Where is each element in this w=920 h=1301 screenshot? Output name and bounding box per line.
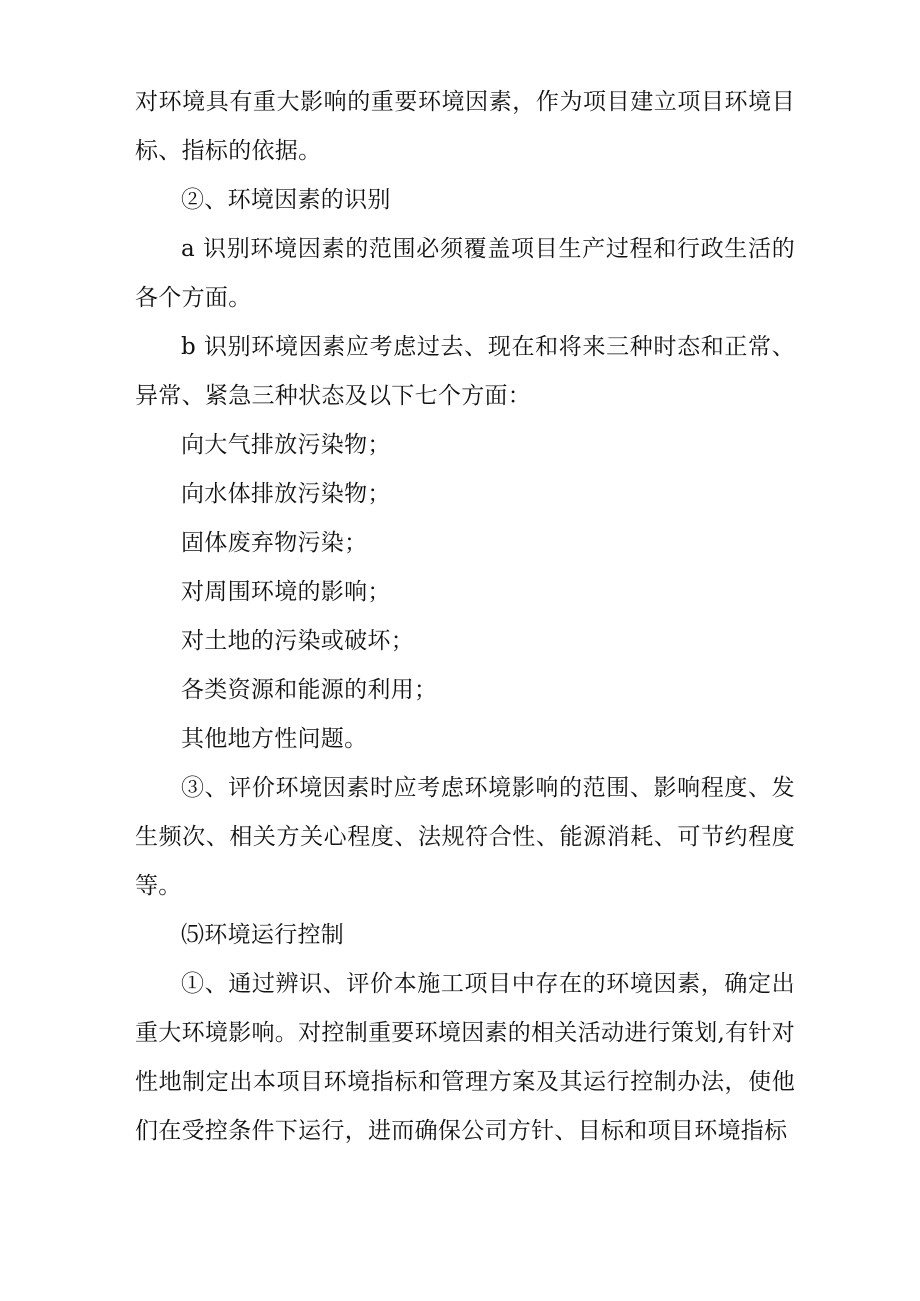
- list-item-resources: 各类资源和能源的利用；: [181, 677, 438, 703]
- heading-identification: ②、环境因素的识别: [181, 187, 391, 213]
- list-item-land: 对土地的污染或破坏；: [181, 628, 414, 654]
- list-item-solid-waste: 固体废弃物污染；: [181, 530, 368, 556]
- paragraph-scope: a 识别环境因素的范围必须覆盖项目生产过程和行政生活的各个方面。: [135, 236, 795, 311]
- list-item-local-issues: 其他地方性问题。: [181, 726, 368, 752]
- list-item-surroundings: 对周围环境的影响；: [181, 579, 391, 605]
- list-item-water: 向水体排放污染物；: [181, 481, 391, 507]
- heading-operation-control: ⑸环境运行控制: [181, 922, 345, 948]
- document-body: [135, 78, 795, 1156]
- paragraph-evaluation: ③、评价环境因素时应考虑环境影响的范围、影响程度、发生频次、相关方关心程度、法规符合性、能源消耗、可节约程度等。: [135, 775, 795, 899]
- list-item-air: 向大气排放污染物；: [181, 432, 391, 458]
- paragraph-continuation: 对环境具有重大影响的重要环境因素，作为项目建立项目环境目标、指标的依据。: [135, 89, 795, 164]
- paragraph-considerations: b 识别环境因素应考虑过去、现在和将来三种时态和正常、异常、紧急三种状态及以下七个方面：: [135, 334, 795, 409]
- paragraph-operation-control: ①、通过辨识、评价本施工项目中存在的环境因素，确定出重大环境影响。对控制重要环境因素的相关活动进行策划,有针对性地制定出本项目环境指标和管理方案及其运行控制办法，使他们在受控条件下运行，进而确保公司方针、目标和项目环境指标: [135, 971, 796, 1144]
